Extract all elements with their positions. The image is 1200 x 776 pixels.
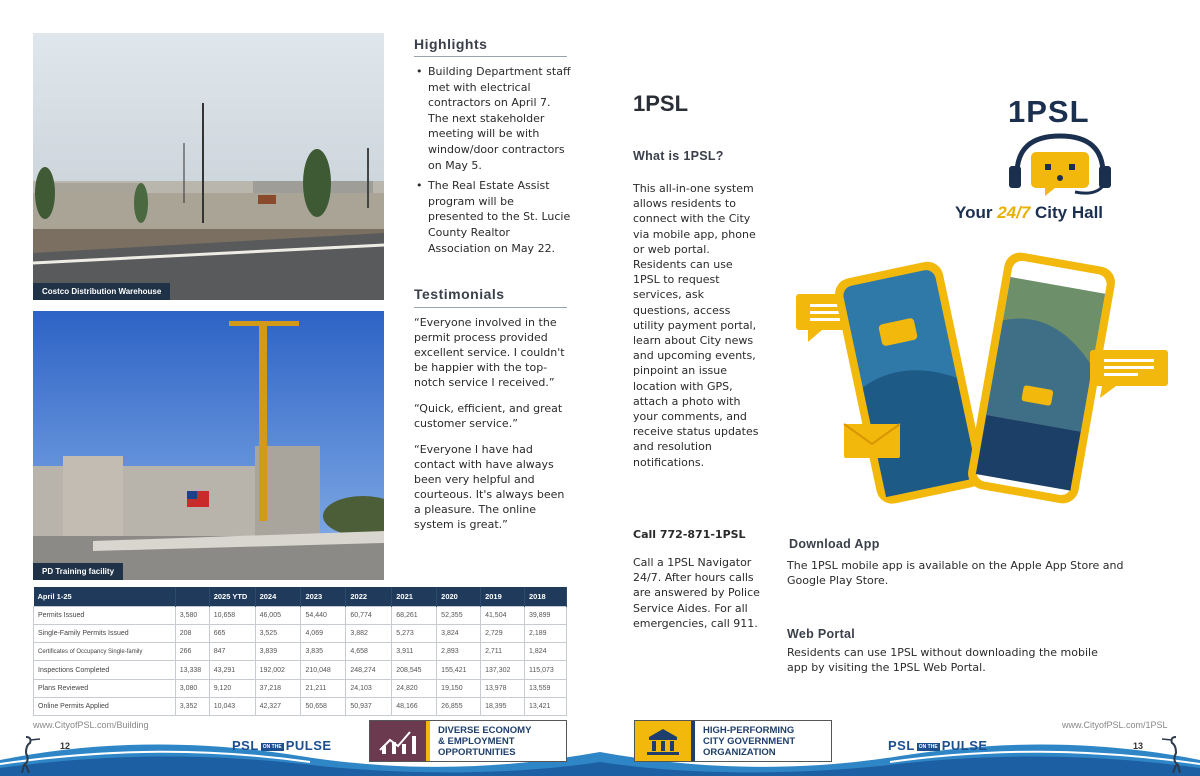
costco-photo-image [33, 33, 384, 300]
table-cell: 24,103 [346, 679, 392, 697]
table-row [34, 624, 567, 642]
download-app-heading: Download App [789, 537, 880, 551]
table-cell: 137,302 [481, 661, 525, 679]
table-cell: 50,937 [346, 697, 392, 715]
table-cell: 37,218 [255, 679, 301, 697]
page-number-right: 13 [1133, 741, 1144, 751]
permit-stats-table [33, 587, 567, 716]
app-logo-tagline [955, 203, 1103, 223]
table-cell: 50,658 [301, 697, 346, 715]
table-cell: 115,073 [524, 661, 566, 679]
table-cell: 2,729 [481, 624, 525, 642]
table-header-cell: 2018 [524, 587, 566, 606]
page-title: 1PSL [633, 91, 689, 116]
table-row-label: Plans Reviewed [34, 679, 176, 697]
table-cell: 208 [175, 624, 209, 642]
city-hall-icon [635, 721, 695, 761]
app-logo-title: 1PSL [1008, 94, 1090, 129]
table-cell: 60,774 [346, 606, 392, 624]
table-row-label: Permits Issued [34, 606, 176, 624]
testimonial-quote: “Everyone involved in the permit process provided excellent service. I couldn't be happier with the top-notch service I received.” [414, 316, 565, 389]
table-header-cell: 2024 [255, 587, 301, 606]
table-header-cell: 2020 [437, 587, 481, 606]
table-cell: 42,327 [255, 697, 301, 715]
footer-url-right[interactable]: www.CityofPSL.com/1PSL [1062, 720, 1168, 730]
table-cell: 13,338 [175, 661, 209, 679]
brand-psl: PSL [888, 738, 915, 753]
what-is-text: This all-in-one system allows residents to connect with the City via mobile app, phone or web portal. Residents can use 1PSL to request services, ask questions, access utility payment portal, learn about City news and upcoming events, pinpoint an issue location with GPS, attach a photo with your comments, and receive status updates and resolution notifications. [633, 182, 759, 469]
table-row-label: Certificates of Occupancy Single-family [34, 643, 176, 661]
table-cell: 26,855 [437, 697, 481, 715]
call-text: Call a 1PSL Navigator 24/7. After hours calls are answered by Police Service Aides. For all emergencies, call 911. [633, 556, 760, 630]
table-cell: 13,421 [524, 697, 566, 715]
table-row [34, 661, 567, 679]
table-cell: 3,839 [255, 643, 301, 661]
page-number-left: 12 [60, 741, 71, 751]
brand-pulse: PULSE [941, 738, 988, 753]
chat-bubble-icon [1090, 350, 1168, 398]
table-cell: 210,048 [301, 661, 346, 679]
heron-icon [1160, 733, 1190, 773]
envelope-icon [844, 424, 900, 458]
table-header-cell: 2025 YTD [209, 587, 255, 606]
table-cell: 13,559 [524, 679, 566, 697]
table-cell: 248,274 [346, 661, 392, 679]
table-cell: 19,150 [437, 679, 481, 697]
photo-costco [33, 33, 384, 300]
tagline-highlight: 24/7 [997, 203, 1031, 222]
table-header-cell [175, 587, 209, 606]
table-cell: 41,504 [481, 606, 525, 624]
brand-on-the: ON THE [262, 743, 282, 750]
table-cell: 3,525 [255, 624, 301, 642]
table-cell: 3,580 [175, 606, 209, 624]
table-row [34, 679, 567, 697]
table-cell: 1,824 [524, 643, 566, 661]
table-cell: 4,658 [346, 643, 392, 661]
table-header-cell: 2021 [392, 587, 437, 606]
table-cell: 10,043 [209, 697, 255, 715]
download-app-text: The 1PSL mobile app is available on the Apple App Store and Google Play Store. [787, 559, 1124, 588]
table-cell: 2,893 [437, 643, 481, 661]
strategic-label-government: HIGH-PERFORMING CITY GOVERNMENT ORGANIZATION [703, 724, 796, 758]
highlights-rule [414, 56, 567, 57]
table-cell: 3,352 [175, 697, 209, 715]
brand-pulse: PULSE [285, 738, 332, 753]
table-cell: 665 [209, 624, 255, 642]
table-row [34, 643, 567, 661]
table-cell: 46,005 [255, 606, 301, 624]
photo-caption-costco: Costco Distribution Warehouse [33, 283, 170, 300]
highlights-heading: Highlights [414, 36, 488, 52]
brand-on-the: ON THE [918, 743, 938, 750]
table-cell: 266 [175, 643, 209, 661]
phone-left [832, 259, 987, 507]
pd-training-photo-image [33, 311, 384, 580]
tagline-prefix: Your [955, 203, 998, 222]
table-cell: 155,421 [437, 661, 481, 679]
headset-chat-icon [1005, 130, 1115, 200]
table-cell: 3,882 [346, 624, 392, 642]
highlight-item: • Building Department staff met with electrical contractors on April 7. The next stakeholder meeting will be with window/door contractors on May 5. [416, 64, 571, 173]
table-body [34, 606, 567, 716]
table-cell: 48,166 [392, 697, 437, 715]
tagline-suffix: City Hall [1030, 203, 1104, 222]
table-cell: 847 [209, 643, 255, 661]
strategic-priority-economy [369, 720, 567, 762]
highlights-list [416, 64, 571, 261]
testimonials-rule [414, 307, 567, 308]
table-cell: 3,835 [301, 643, 346, 661]
psl-on-the-pulse-logo [232, 738, 332, 753]
testimonial-quote: “Everyone I have had contact with have always been very helpful and courteous. It's always been a pleasure. The online system is great.” [414, 443, 565, 531]
photo-caption-pd-training: PD Training facility [33, 563, 123, 580]
table-header-row [34, 587, 567, 606]
table-row [34, 606, 567, 624]
table-cell: 43,291 [209, 661, 255, 679]
web-portal-text: Residents can use 1PSL without downloading the mobile app by visiting the 1PSL Web Portal. [787, 646, 1098, 675]
table-cell: 9,120 [209, 679, 255, 697]
table-row-label: Online Permits Applied [34, 697, 176, 715]
brand-psl: PSL [232, 738, 259, 753]
psl-on-the-pulse-logo [888, 738, 988, 753]
web-portal-heading: Web Portal [787, 627, 856, 641]
testimonial-quote: “Quick, efficient, and great customer service.” [414, 402, 563, 430]
table-cell: 5,273 [392, 624, 437, 642]
table-cell: 21,211 [301, 679, 346, 697]
table-header-cell: 2023 [301, 587, 346, 606]
highlight-item: • The Real Estate Assist program will be presented to the St. Lucie County Realtor Association on May 22. [416, 178, 571, 256]
table-cell: 24,820 [392, 679, 437, 697]
strategic-label-economy: DIVERSE ECONOMY & EMPLOYMENT OPPORTUNITIES [438, 724, 532, 758]
table-header-cell: 2022 [346, 587, 392, 606]
what-is-heading: What is 1PSL? [633, 149, 724, 163]
table-cell: 39,899 [524, 606, 566, 624]
economy-chart-icon [370, 721, 430, 761]
table-cell: 2,189 [524, 624, 566, 642]
table-cell: 3,824 [437, 624, 481, 642]
table-row-label: Single-Family Permits Issued [34, 624, 176, 642]
footer-url-left[interactable]: www.CityofPSL.com/Building [33, 720, 149, 730]
table-cell: 192,002 [255, 661, 301, 679]
table-cell: 208,545 [392, 661, 437, 679]
table-row-label: Inspections Completed [34, 661, 176, 679]
table-cell: 52,355 [437, 606, 481, 624]
mobile-app-illustration [790, 248, 1180, 528]
table-cell: 3,080 [175, 679, 209, 697]
heron-icon [12, 733, 42, 773]
table-cell: 68,261 [392, 606, 437, 624]
table-cell: 4,069 [301, 624, 346, 642]
table-header-cell: April 1-25 [34, 587, 176, 606]
table-header-cell: 2019 [481, 587, 525, 606]
testimonials-heading: Testimonials [414, 286, 505, 302]
table-cell: 13,978 [481, 679, 525, 697]
table-cell: 2,711 [481, 643, 525, 661]
photo-pd-training [33, 311, 384, 580]
table-cell: 10,658 [209, 606, 255, 624]
strategic-priority-government [634, 720, 832, 762]
table-cell: 54,440 [301, 606, 346, 624]
call-heading: Call 772-871-1PSL [633, 528, 746, 541]
table-cell: 18,395 [481, 697, 525, 715]
table-cell: 3,911 [392, 643, 437, 661]
table-row [34, 697, 567, 715]
